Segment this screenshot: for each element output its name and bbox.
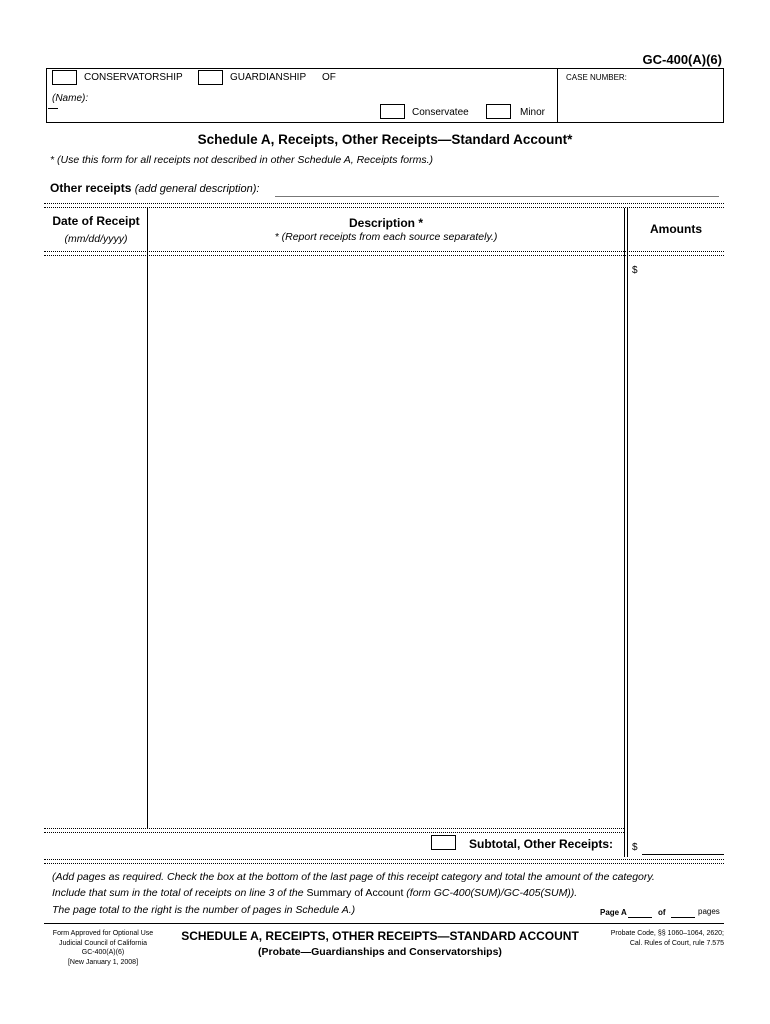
notes-line-2 bbox=[52, 887, 577, 899]
subtotal-amount-field[interactable] bbox=[642, 838, 724, 853]
date-column-divider bbox=[147, 208, 148, 829]
case-number-field[interactable] bbox=[566, 86, 716, 116]
description-entries-field[interactable] bbox=[149, 257, 623, 827]
pages-label: pages bbox=[698, 907, 720, 916]
footer-left-line-3: GC-400(A)(6) bbox=[81, 949, 125, 956]
notes-top-rule bbox=[44, 859, 724, 860]
footer-right-line-2: Cal. Rules of Court, rule 7.575 bbox=[629, 939, 724, 947]
amount-currency-symbol: $ bbox=[632, 265, 638, 276]
footer-left-line-4: [New January 1, 2008] bbox=[67, 958, 139, 966]
name-label: (Name): bbox=[52, 93, 89, 104]
total-pages-underline bbox=[671, 917, 695, 918]
description-subheader: * (Report receipts from each source separately.) bbox=[274, 231, 498, 243]
notes-line-2-a: Include that sum in the total of receipts on line 3 of the bbox=[52, 887, 307, 899]
table-top-rule-2 bbox=[44, 207, 724, 208]
table-header-rule bbox=[44, 251, 724, 252]
footer-rule bbox=[44, 923, 724, 924]
date-subheader: (mm/dd/yyyy) bbox=[64, 233, 128, 245]
conservatorship-label: CONSERVATORSHIP bbox=[84, 72, 183, 83]
name-tick bbox=[48, 108, 58, 109]
form-title: Schedule A, Receipts, Other Receipts—Standard Account* bbox=[197, 132, 573, 147]
minor-checkbox[interactable] bbox=[486, 104, 511, 119]
amounts-header: Amounts bbox=[650, 222, 702, 236]
table-top-rule bbox=[44, 203, 724, 204]
conservatee-checkbox[interactable] bbox=[380, 104, 405, 119]
subtotal-underline bbox=[642, 854, 724, 855]
footer-right bbox=[596, 929, 724, 948]
notes-line-3: The page total to the right is the number of pages in Schedule A.) bbox=[52, 904, 356, 916]
minor-label: Minor bbox=[520, 107, 546, 118]
page-number-underline bbox=[628, 917, 652, 918]
of-label: OF bbox=[322, 72, 336, 83]
guardianship-checkbox[interactable] bbox=[198, 70, 223, 85]
total-pages-field[interactable] bbox=[671, 906, 695, 917]
footer-left-line-2: Judicial Council of California bbox=[59, 939, 147, 947]
notes-line-2-c: (form GC-400(SUM)/GC-405(SUM)). bbox=[403, 887, 578, 899]
page-of-label: of bbox=[658, 908, 666, 917]
name-field[interactable] bbox=[100, 92, 380, 108]
footer-left-line-1: Form Approved for Optional Use bbox=[52, 930, 154, 937]
table-bottom-rule bbox=[44, 828, 624, 829]
other-receipts-field[interactable] bbox=[275, 181, 719, 196]
footer-left bbox=[44, 929, 162, 967]
table-header-rule-2 bbox=[44, 255, 724, 256]
other-receipts-underline bbox=[275, 196, 719, 197]
footer-subtitle: (Probate—Guardianships and Conservatorships) bbox=[258, 946, 502, 958]
conservatorship-checkbox[interactable] bbox=[52, 70, 77, 85]
conservatee-label: Conservatee bbox=[412, 107, 469, 118]
footer-title: SCHEDULE A, RECEIPTS, OTHER RECEIPTS—STANDARD ACCOUNT bbox=[181, 929, 579, 943]
date-header: Date of Receipt bbox=[52, 214, 140, 228]
summary-of-account-ref: Summary of Account bbox=[306, 887, 404, 899]
guardianship-label: GUARDIANSHIP bbox=[230, 72, 307, 83]
amounts-column-divider-2 bbox=[627, 208, 628, 857]
subtotal-checkbox[interactable] bbox=[431, 835, 456, 850]
page-label: Page A bbox=[600, 908, 627, 917]
notes-top-rule-2 bbox=[44, 863, 724, 864]
footer-right-line-1: Probate Code, §§ 1060–1064, 2620; bbox=[610, 930, 724, 937]
form-number: GC-400(A)(6) bbox=[642, 52, 722, 67]
case-number-label: CASE NUMBER: bbox=[566, 73, 627, 82]
page-number-field[interactable] bbox=[628, 906, 652, 917]
subtotal-label: Subtotal, Other Receipts: bbox=[469, 837, 614, 851]
other-receipts-hint: (add general description): bbox=[134, 183, 260, 195]
description-header: Description * bbox=[348, 216, 423, 230]
other-receipts-row bbox=[50, 181, 259, 195]
instruction-text: * (Use this form for all receipts not described in other Schedule A, Receipts forms.) bbox=[50, 154, 434, 166]
amounts-column-divider bbox=[624, 208, 625, 857]
subtotal-currency-symbol: $ bbox=[632, 842, 638, 853]
table-bottom-rule-2 bbox=[44, 832, 624, 833]
other-receipts-label: Other receipts bbox=[50, 181, 132, 195]
date-entries-field[interactable] bbox=[46, 257, 146, 827]
notes-line-1: (Add pages as required. Check the box at the bottom of the last page of this receipt category and total the amount of the category. bbox=[52, 871, 655, 883]
caption-divider bbox=[557, 68, 558, 123]
amount-entries-field[interactable] bbox=[642, 262, 722, 827]
